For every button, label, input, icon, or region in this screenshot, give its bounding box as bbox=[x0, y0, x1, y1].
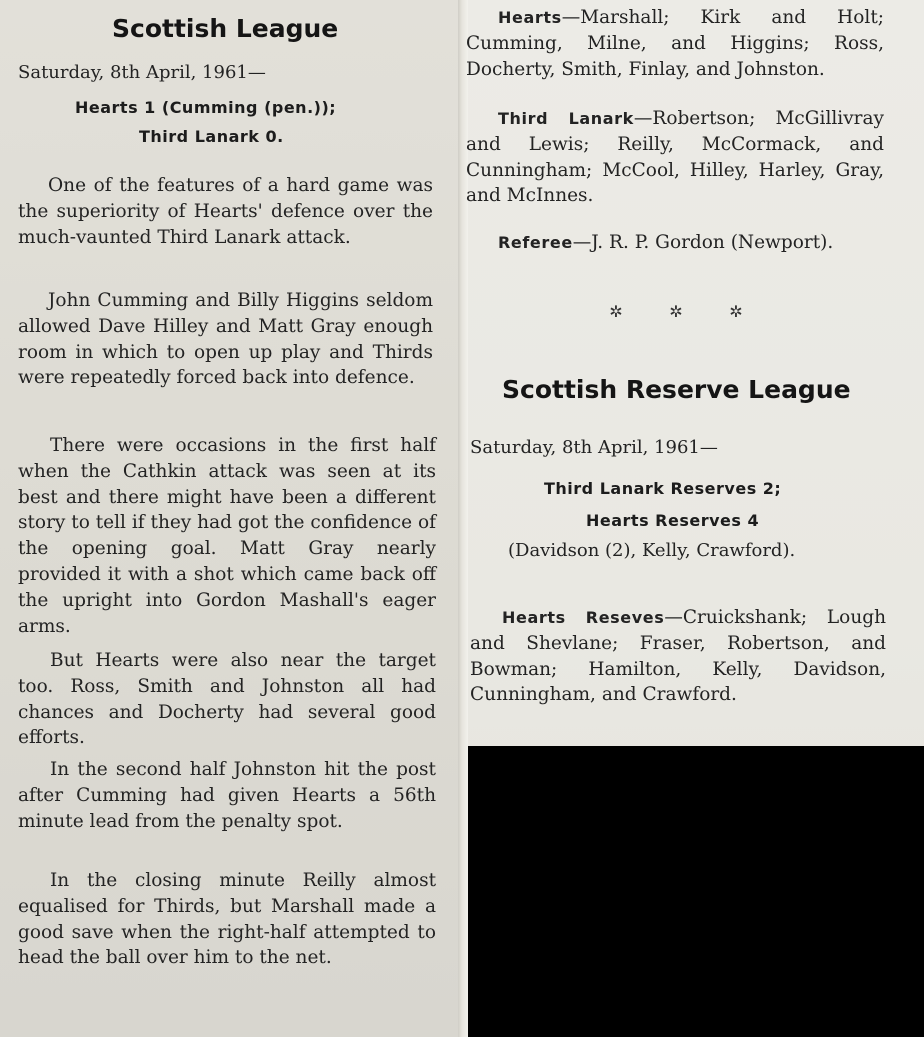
third-lanark-lineup-players: —Robertson; McGillivray and Lewis; Reilly, McCormack, and Cunningham; McCool, Hilley, Harley, Gray, and McInnes. bbox=[466, 108, 884, 207]
section-separator bbox=[470, 302, 760, 321]
hearts-lineup-label: Hearts bbox=[498, 8, 562, 27]
report-paragraph-6: In the closing minute Reilly almost equalised for Thirds, but Marshall made a good save when the right-half attempted to head the ball over him to the net. bbox=[18, 870, 436, 969]
referee-line bbox=[466, 230, 886, 256]
reserve-league-heading: Scottish Reserve League bbox=[502, 375, 851, 404]
separator-star-icon: ✲ bbox=[669, 302, 683, 321]
match-result-line2: Third Lanark 0. bbox=[139, 127, 284, 146]
separator-star-icon: ✲ bbox=[729, 302, 743, 321]
hearts-reserves-lineup bbox=[470, 605, 886, 708]
referee-name: —J. R. P. Gordon (Newport). bbox=[572, 232, 834, 253]
third-lanark-lineup bbox=[466, 106, 884, 209]
hearts-reserves-players: —Cruickshank; Lough and Shevlane; Fraser, Robertson, and Bowman; Hamilton, Kelly, Davidson, Cunningham, and Crawford. bbox=[470, 607, 886, 706]
hearts-lineup bbox=[466, 5, 884, 82]
reserve-result-scorers: (Davidson (2), Kelly, Crawford). bbox=[508, 540, 796, 561]
report-paragraph-1: One of the features of a hard game was the superiority of Hearts' defence over the much-vaunted Third Lanark attack. bbox=[18, 175, 433, 248]
report-paragraph-4: But Hearts were also near the target too. Ross, Smith and Johnston all had chances and Docherty had several good efforts. bbox=[18, 650, 436, 749]
reserve-match-date: Saturday, 8th April, 1961— bbox=[470, 437, 718, 458]
reserve-result-line1: Third Lanark Reserves 2; bbox=[544, 479, 782, 498]
blacked-out-region bbox=[468, 746, 924, 1037]
scottish-league-heading: Scottish League bbox=[112, 14, 339, 43]
separator-star-icon: ✲ bbox=[609, 302, 623, 321]
hearts-reserves-label: Hearts Reseves bbox=[502, 608, 665, 627]
report-paragraph-5: In the second half Johnston hit the post after Cumming had given Hearts a 56th minute lead from the penalty spot. bbox=[18, 759, 436, 832]
match-date: Saturday, 8th April, 1961— bbox=[18, 62, 266, 83]
reserve-result-line2: Hearts Reserves 4 bbox=[586, 511, 760, 530]
third-lanark-lineup-label: Third Lanark bbox=[498, 109, 634, 128]
referee-label: Referee bbox=[498, 233, 573, 252]
report-paragraph-3: There were occasions in the first half when the Cathkin attack was seen at its best and there might have been a different story to tell if they had got the confidence of the opening goal. Matt Gray nearly provided it with a shot which came back off the upright into Gordon Mashall's eager arms. bbox=[18, 435, 436, 637]
report-paragraph-2: John Cumming and Billy Higgins seldom allowed Dave Hilley and Matt Gray enough room in which to open up play and Thirds were repeatedly forced back into defence. bbox=[18, 290, 433, 389]
hearts-lineup-players: —Marshall; Kirk and Holt; Cumming, Milne, and Higgins; Ross, Docherty, Smith, Finlay, and Johnston. bbox=[466, 7, 884, 80]
match-result-line1: Hearts 1 (Cumming (pen.)); bbox=[75, 98, 337, 117]
